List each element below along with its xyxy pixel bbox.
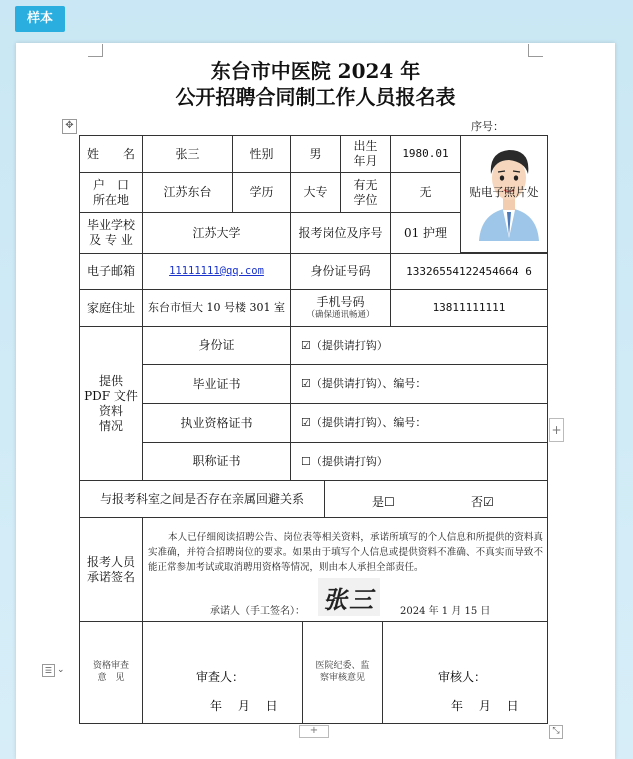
value-name[interactable]: 张三 [142, 135, 233, 173]
label-email: 电子邮箱 [79, 253, 143, 290]
label-phone [290, 289, 391, 327]
avoid-no-option[interactable]: 否☑ [471, 495, 494, 509]
auditor-label: 审核人： [438, 670, 487, 684]
checkbox-doc-id[interactable]: ☑（提供请打钩） [290, 326, 548, 365]
value-position[interactable]: 01 护理 [390, 212, 461, 254]
label-birth: 出生 年月 [340, 135, 391, 173]
avoid-yes-option[interactable]: 是☐ [372, 495, 395, 509]
label-doc-license: 执业资格证书 [142, 403, 291, 443]
value-education[interactable]: 大专 [290, 172, 341, 213]
label-phone-note: （确保通讯畅通） [306, 310, 375, 321]
label-text: 姓 名 [86, 146, 135, 161]
label-idcard: 身份证号码 [290, 253, 391, 290]
label-doc-title: 职称证书 [142, 442, 291, 481]
value-hukou[interactable]: 江苏东台 [142, 172, 233, 213]
table-resize-icon[interactable]: ⤡ [549, 725, 563, 739]
value-gender[interactable]: 男 [290, 135, 341, 173]
value-birth[interactable]: 1980.01 [390, 135, 461, 173]
label-gender: 性别 [232, 135, 291, 173]
table-move-handle-icon[interactable]: ✥ [62, 119, 77, 134]
value-email-cell [142, 253, 291, 290]
label-address: 家庭住址 [79, 289, 143, 327]
row-menu-icon[interactable]: ☰ [42, 664, 55, 677]
value-degree[interactable]: 无 [390, 172, 461, 213]
label-doc-grad: 毕业证书 [142, 364, 291, 404]
avoidance-options [324, 480, 548, 518]
label-position: 报考岗位及序号 [290, 212, 391, 254]
label-doc-id: 身份证 [142, 326, 291, 365]
checkbox-doc-grad[interactable]: ☑（提供请打钩）、编号： [290, 364, 548, 404]
label-pdf-docs: 提供 PDF 文件 资料 情况 [79, 326, 143, 481]
label-name [79, 135, 143, 173]
label-qualification-review: 资格审查 意 见 [79, 621, 143, 724]
signature-image: 张三 [318, 578, 380, 616]
sample-badge: 样本 [15, 6, 65, 32]
value-idcard[interactable]: 13326554122454664 6 [390, 253, 548, 290]
label-avoidance: 与报考科室之间是否存在亲属回避关系 [79, 480, 325, 518]
add-column-button[interactable]: + [549, 418, 564, 442]
label-school: 毕业学校 及 专 业 [79, 212, 143, 254]
reviewer-label: 审查人： [196, 670, 245, 684]
review-date: 年 月 日 [210, 699, 278, 713]
chevron-down-icon[interactable]: ⌄ [57, 665, 65, 675]
signature-label: 承诺人（手工签名）： [210, 606, 305, 617]
value-phone[interactable]: 13811111111 [390, 289, 548, 327]
label-discipline-review: 医院纪委、监 察审核意见 [302, 621, 383, 724]
sequence-label: 序号： [471, 120, 504, 133]
value-address[interactable]: 东台市恒大 10 号楼 301 室 [142, 289, 291, 327]
label-hukou: 户 口 所在地 [79, 172, 143, 213]
value-school[interactable]: 江苏大学 [142, 212, 291, 254]
pledge-text: 本人已仔细阅读招聘公告、岗位表等相关资料，承诺所填写的个人信息和所提供的资料真实准确，并符合招聘岗位的要求。如果由于填写个人信息或提供资料不准确、不真实而导致不能正常参加考试或取消聘用资格等情况，则由本人承担全部责任。 [148, 532, 543, 573]
label-degree: 有无 学位 [340, 172, 391, 213]
label-phone-text: 手机号码 [316, 295, 365, 310]
label-education: 学历 [232, 172, 291, 213]
checkbox-doc-license[interactable]: ☑（提供请打钩）、编号： [290, 403, 548, 443]
label-pledge: 报考人员 承诺签名 [79, 517, 143, 622]
email-link[interactable]: 11111111@qq.com [169, 264, 264, 277]
document-subtitle: 公开招聘合同制工作人员报名表 [175, 85, 456, 109]
photo-placeholder-label: 贴电子照片处 [469, 185, 539, 199]
signature-date: 2024 年 1 月 15 日 [400, 606, 491, 617]
row-tools[interactable] [42, 662, 65, 678]
checkbox-doc-title[interactable]: ☐（提供请打钩） [290, 442, 548, 481]
add-row-button[interactable]: + [299, 725, 329, 738]
audit-date: 年 月 日 [451, 699, 519, 713]
document-title: 东台市中医院 2024 年 [210, 59, 421, 83]
